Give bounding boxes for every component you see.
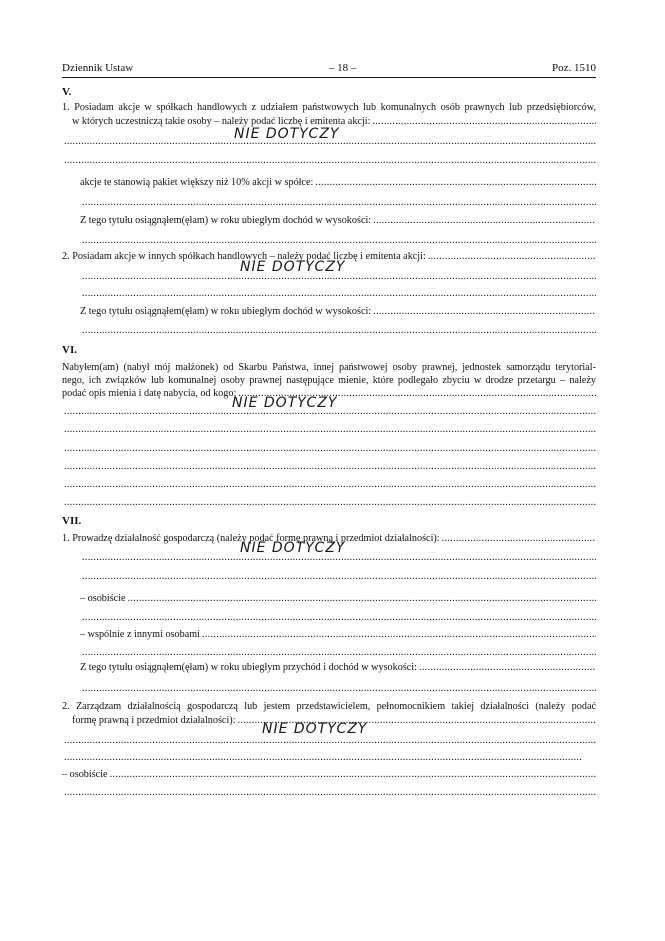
header-rule — [62, 77, 596, 78]
label: Z tego tytułu osiągnąłem(ęłam) w roku ubiegłym dochód w wysokości: — [80, 306, 372, 317]
section-vi-title: VI. — [62, 344, 77, 356]
dotted-field[interactable] — [80, 235, 596, 247]
page-header — [62, 62, 596, 74]
section-v-title: V. — [62, 86, 72, 98]
label: Z tego tytułu osiągnąłem(ęłam) w roku ubiegłym przychód i dochód w wysokości: — [80, 662, 417, 673]
dotted-field[interactable] — [80, 552, 596, 564]
position-number: Poz. 1510 — [552, 62, 596, 74]
label: Z tego tytułu osiągnąłem(ęłam) w roku ubiegłym dochód w wysokości: — [80, 215, 372, 226]
vi-line2: nego, ich związków lub komunalnej osoby prawnej następujące mienie, które podlegało zbyciu w drodze przetargu – należy — [62, 375, 596, 386]
dotted-field[interactable] — [373, 306, 596, 318]
handwritten-answer: NIE DOTYCZY — [262, 721, 368, 737]
v-item1-line1: 1. Posiadam akcje w spółkach handlowych z udziałem państwowych lub komunalnych osób prawnych lub przedsiębiorców, — [62, 102, 596, 113]
label: formę prawną i przedmiot działalności): — [72, 715, 236, 726]
dotted-field[interactable] — [80, 325, 596, 337]
vii-osobiscie2 — [62, 769, 596, 781]
label: akcje te stanowią pakiet większy niż 10% akcji w spółce: — [80, 177, 314, 188]
dotted-field[interactable] — [80, 647, 596, 659]
handwritten-answer: NIE DOTYCZY — [234, 126, 340, 142]
dotted-field[interactable] — [315, 177, 596, 189]
dotted-field[interactable] — [372, 116, 596, 128]
journal-name: Dziennik Ustaw — [62, 62, 134, 74]
dotted-field[interactable] — [202, 629, 596, 641]
dotted-field[interactable] — [62, 136, 596, 148]
dotted-field[interactable] — [62, 497, 596, 509]
handwritten-answer: NIE DOTYCZY — [240, 540, 346, 556]
v-item1-dochod — [80, 215, 596, 227]
dotted-field[interactable] — [62, 406, 596, 418]
label: 2. Posiadam akcje w innych spółkach handlowych – należy podać liczbę i emitenta akcji: — [62, 251, 426, 262]
dotted-field[interactable] — [128, 593, 596, 605]
dotted-field[interactable] — [80, 612, 596, 624]
vii-item2-line1: 2. Zarządzam działalnością gospodarczą lub jestem przedstawicielem, pełnomocnikiem takiej działalności (należy podać — [62, 701, 596, 712]
dotted-field[interactable] — [62, 752, 582, 764]
page-number: – 18 – — [328, 62, 357, 74]
label: – osobiście — [62, 769, 108, 780]
v-item1-line2-text: w których uczestniczą takie osoby – należy podać liczbę i emitenta akcji: — [72, 116, 371, 127]
dotted-field[interactable] — [62, 424, 596, 436]
dotted-field[interactable] — [62, 443, 596, 455]
dotted-field[interactable] — [80, 571, 596, 583]
dotted-field[interactable] — [373, 215, 596, 227]
dotted-field[interactable] — [110, 769, 596, 781]
handwritten-answer: NIE DOTYCZY — [240, 259, 346, 275]
dotted-field[interactable] — [62, 735, 596, 747]
v-item2-dochod — [80, 306, 596, 318]
dotted-field[interactable] — [62, 479, 596, 491]
label: – wspólnie z innymi osobami — [80, 629, 200, 640]
dotted-field[interactable] — [442, 533, 596, 545]
vii-osobiscie — [80, 593, 596, 605]
dotted-field[interactable] — [80, 197, 596, 209]
label: podać opis mienia i datę nabycia, od kogo: — [62, 388, 237, 399]
dotted-field[interactable] — [419, 662, 596, 674]
vii-wspolnie — [80, 629, 596, 641]
section-vii-title: VII. — [62, 515, 82, 527]
v-item1-pakiet — [80, 177, 596, 189]
handwritten-answer: NIE DOTYCZY — [232, 395, 338, 411]
dotted-field[interactable] — [80, 288, 596, 300]
dotted-field[interactable] — [62, 787, 596, 799]
dotted-field[interactable] — [428, 251, 596, 263]
label: 1. Prowadzę działalność gospodarczą (należy podać formę prawną i przedmiot działalności): — [62, 533, 440, 544]
label: – osobiście — [80, 593, 126, 604]
vi-line1: Nabyłem(am) (nabył mój małżonek) od Skarbu Państwa, innej państwowej osoby prawnej, jednostek samorządu terytorial- — [62, 362, 596, 373]
vii-item1-dochod — [80, 662, 596, 674]
dotted-field[interactable] — [62, 155, 596, 167]
dotted-field[interactable] — [80, 271, 596, 283]
dotted-field[interactable] — [80, 683, 596, 695]
dotted-field[interactable] — [62, 461, 596, 473]
